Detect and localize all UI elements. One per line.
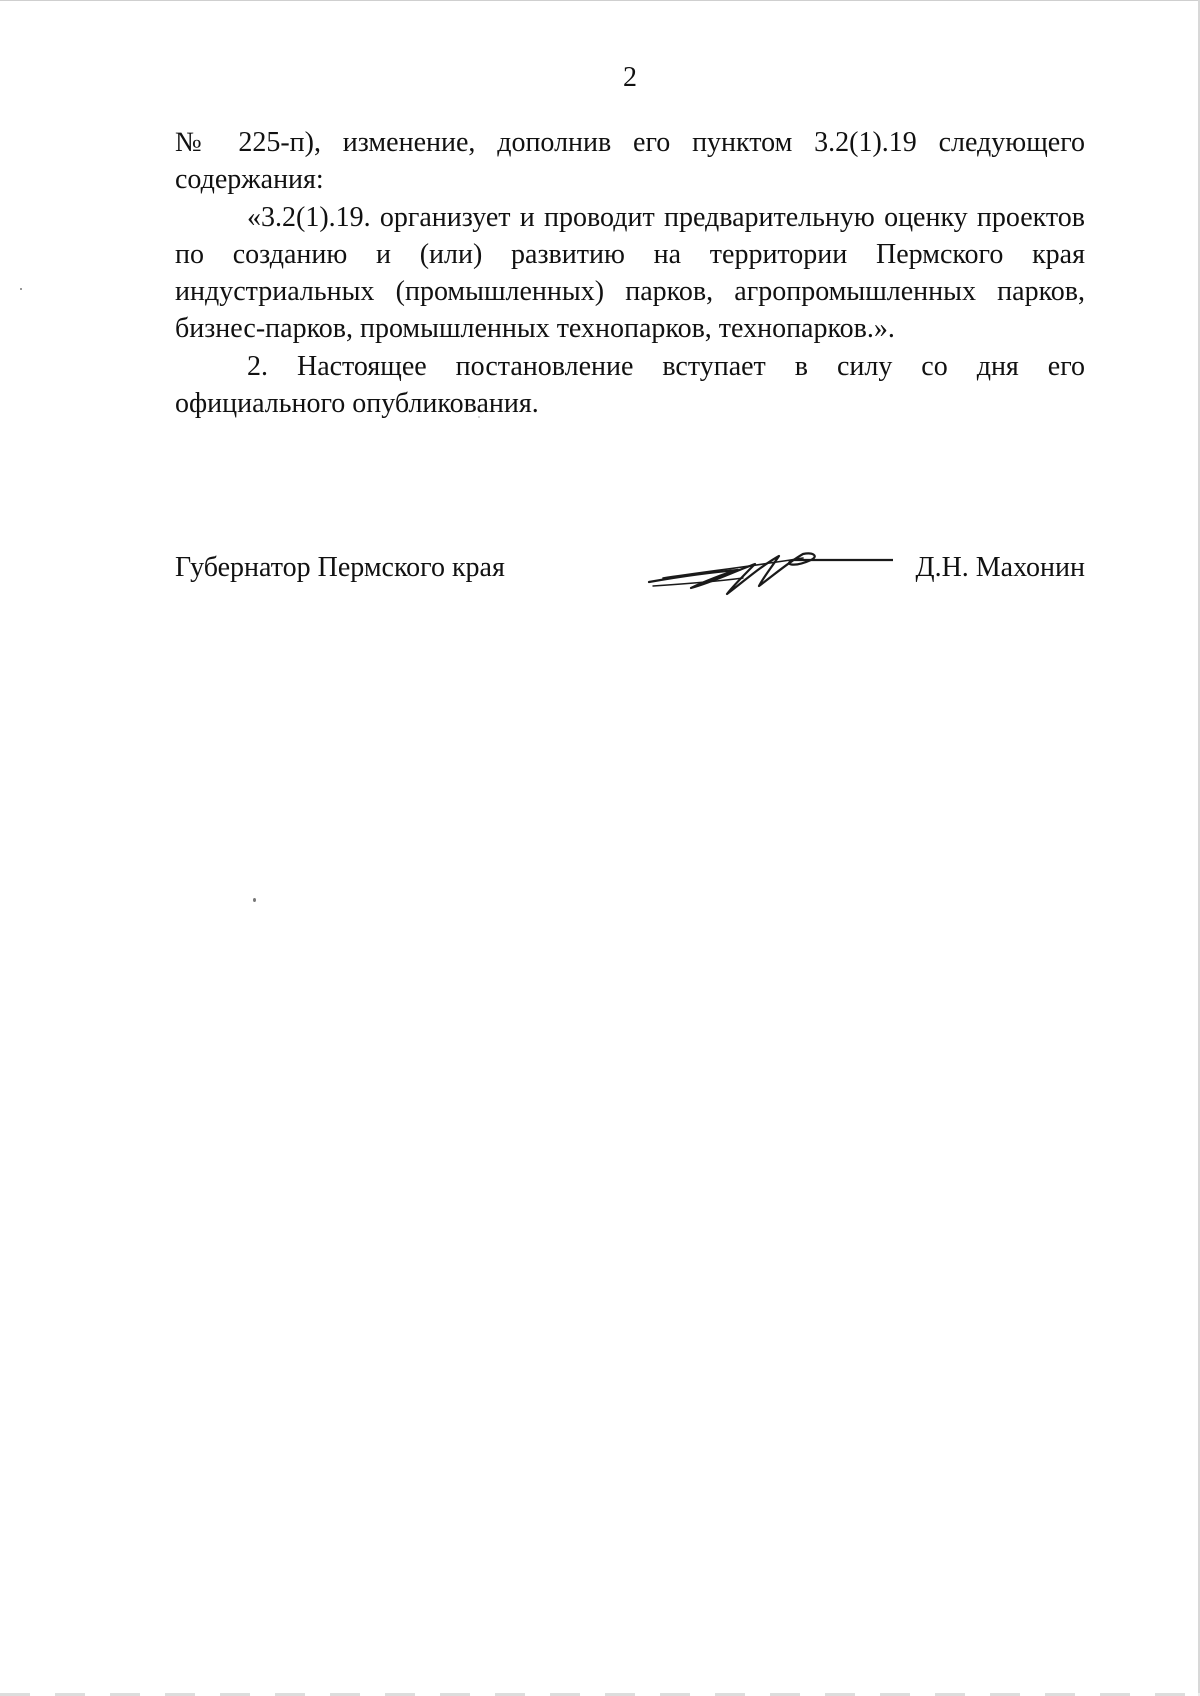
paragraph-amendment-intro: № 225-п), изменение, дополнив его пунктом 3.2(1).19 следующего содержания: bbox=[175, 127, 1085, 195]
paragraph-quoted-clause: «3.2(1).19. организует и проводит предварительную оценку проектов по созданию и (или) развитию на территории Пермского края индустриальных (промышленных) парков, агропромышленных парков, бизнес-парков, промышленных технопарков, технопарков.». bbox=[175, 202, 1085, 344]
paragraph-effective-date: 2. Настоящее постановление вступает в силу со дня его официального опубликования. bbox=[175, 351, 1085, 419]
page-top-edge bbox=[0, 0, 1200, 1]
document-body bbox=[175, 124, 1085, 423]
signer-title: Губернатор Пермского края bbox=[175, 552, 505, 583]
handwritten-signature bbox=[643, 542, 893, 602]
page-number: 2 bbox=[623, 62, 637, 93]
scan-speck bbox=[20, 288, 22, 290]
scan-speck bbox=[478, 416, 480, 418]
signature-block bbox=[175, 548, 1085, 608]
signer-name: Д.Н. Махонин bbox=[915, 552, 1085, 583]
scan-speck bbox=[253, 898, 256, 902]
